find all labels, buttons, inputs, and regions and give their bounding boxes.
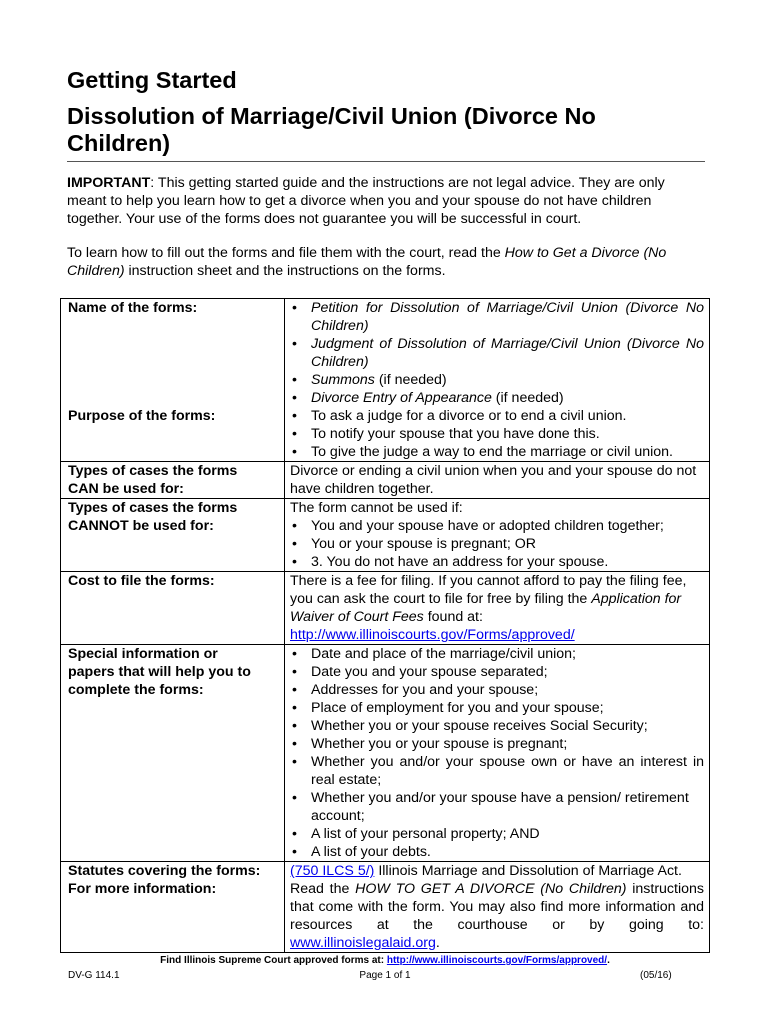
bullet-icon: •	[292, 426, 297, 442]
row-statutes	[61, 862, 710, 881]
more-text-after: instructions that come with the form. You may also find more information and resources at the courthouse or by going to:	[290, 881, 704, 933]
row-cannot-be-used	[61, 499, 710, 572]
cannot-intro: The form cannot be used if:	[290, 500, 463, 516]
list-item-text: Whether you or your spouse is pregnant;	[311, 736, 568, 752]
row-cost	[61, 572, 710, 645]
bullet-icon: •	[292, 518, 297, 534]
label-statutes-text: Statutes covering the forms:	[68, 863, 261, 879]
bullet-icon: •	[292, 444, 297, 460]
list-item-text: Addresses for you and your spouse;	[311, 682, 539, 698]
label-cost-text: Cost to file the forms:	[68, 573, 215, 589]
footer-text: Find Illinois Supreme Court approved forms at:	[160, 955, 387, 966]
value-special-info	[285, 645, 710, 862]
bullet-icon: •	[292, 718, 297, 734]
list-item-text: To give the judge a way to end the marriage or civil union.	[311, 444, 673, 460]
form-code: DV-G 114.1	[68, 970, 120, 981]
list-item	[290, 735, 704, 753]
value-more-info	[285, 880, 710, 953]
value-can-be-used	[285, 462, 710, 499]
more-text-end: .	[435, 935, 440, 951]
list-item-text: Place of employment for you and your spouse;	[311, 700, 604, 716]
label-more-info	[61, 880, 285, 953]
instructions-title: HOW TO GET A DIVORCE (No Children)	[355, 881, 627, 897]
bullet-icon: •	[292, 790, 297, 806]
list-item	[290, 335, 704, 371]
list-item	[290, 681, 704, 699]
list-item	[290, 699, 704, 717]
row-purpose	[61, 407, 710, 462]
label-line: CANNOT be used for:	[68, 518, 214, 534]
value-name-of-forms	[285, 299, 710, 408]
cost-text-after: found at:	[423, 609, 483, 625]
approved-forms-notice	[0, 955, 770, 966]
list-item	[290, 663, 704, 681]
label-statutes	[61, 862, 285, 881]
bullet-icon: •	[292, 754, 297, 770]
statute-link[interactable]: (750 ILCS 5/)	[290, 863, 375, 879]
list-item-text: You and your spouse have or adopted children together;	[311, 518, 664, 534]
list-item-text: You or your spouse is pregnant; OR	[311, 536, 537, 552]
label-cost	[61, 572, 285, 645]
list-item-text: Whether you and/or your spouse own or have an interest in real estate;	[311, 754, 704, 788]
label-cannot-be-used	[61, 499, 285, 572]
list-item-text: 3. You do not have an address for your spouse.	[311, 554, 609, 570]
list-item-text: To ask a judge for a divorce or to end a civil union.	[311, 408, 627, 424]
label-purpose-text: Purpose of the forms:	[68, 408, 216, 424]
bullet-icon: •	[292, 664, 297, 680]
fee-waiver-form-name: Application for Waiver of Court Fees	[290, 591, 682, 625]
cost-text: There is a fee for filing. If you cannot afford to pay the filing fee, you can ask the court to file for free by filing the	[290, 573, 687, 607]
bullet-icon: •	[292, 408, 297, 424]
important-notice	[67, 174, 707, 228]
intro-after: instruction sheet and the instructions on the forms.	[124, 263, 446, 279]
row-can-be-used	[61, 462, 710, 499]
bullet-icon: •	[292, 536, 297, 552]
form-name: Divorce Entry of Appearance	[311, 390, 492, 406]
row-special-info	[61, 645, 710, 862]
list-item-text: Whether you and/or your spouse have a pension/ retirement account;	[311, 790, 689, 824]
label-line: Types of cases the forms	[68, 463, 238, 479]
approved-forms-link[interactable]: http://www.illinoiscourts.gov/Forms/approved/	[290, 627, 575, 643]
title-divider	[67, 161, 705, 162]
list-item	[290, 517, 704, 535]
label-name-of-forms	[61, 299, 285, 408]
list-item	[290, 407, 704, 425]
label-line: Special information or	[68, 646, 218, 662]
list-item	[290, 825, 704, 843]
intro-doc-title: How to Get a Divorce (No Children)	[67, 245, 667, 279]
form-title: Dissolution of Marriage/Civil Union (Divorce No Children)	[67, 103, 596, 156]
value-cost	[285, 572, 710, 645]
list-item-text: A list of your debts.	[311, 844, 431, 860]
list-item	[290, 371, 704, 389]
bullet-icon: •	[292, 554, 297, 570]
list-item	[290, 425, 704, 443]
important-label: IMPORTANT	[67, 175, 151, 191]
list-item-text: A list of your personal property; AND	[311, 826, 540, 842]
label-can-be-used	[61, 462, 285, 499]
list-item	[290, 753, 704, 789]
footer-text-end: .	[607, 955, 610, 966]
important-text: : This getting started guide and the instructions are not legal advice. They are only meant to help you learn how to get a divorce when you and your spouse do not have children together. Your use of the forms does not guarantee you will be successful in court.	[67, 175, 665, 227]
list-item	[290, 443, 704, 461]
list-item	[290, 389, 704, 407]
list-item-text: Whether you or your spouse receives Social Security;	[311, 718, 648, 734]
statute-text: Illinois Marriage and Dissolution of Marriage Act.	[374, 863, 682, 879]
list-item	[290, 789, 704, 825]
form-note: (if needed)	[374, 372, 447, 388]
can-text: Divorce or ending a civil union when you and your spouse do not have children together.	[290, 463, 697, 497]
list-item	[290, 717, 704, 735]
page-number: Page 1 of 1	[359, 970, 411, 981]
list-item	[290, 843, 704, 861]
bullet-icon: •	[292, 700, 297, 716]
label-special-info	[61, 645, 285, 862]
bullet-icon: •	[292, 300, 297, 316]
form-name: Judgment of Dissolution of Marriage/Civil Union (Divorce No Children)	[311, 336, 704, 370]
label-more-text: For more information:	[68, 881, 217, 897]
list-item-text: To notify your spouse that you have done this.	[311, 426, 600, 442]
intro-paragraph	[67, 244, 707, 280]
forms-info-table	[60, 298, 710, 953]
row-name-of-forms	[61, 299, 710, 408]
list-item-text: Date you and your spouse separated;	[311, 664, 548, 680]
footer-forms-link[interactable]: http://www.illinoiscourts.gov/Forms/approved/	[386, 955, 608, 966]
list-item	[290, 553, 704, 571]
bullet-icon: •	[292, 736, 297, 752]
label-name-text: Name of the forms:	[68, 300, 198, 316]
form-name: Petition for Dissolution of Marriage/Civil Union (Divorce No Children)	[311, 300, 704, 334]
bullet-icon: •	[292, 336, 297, 352]
bullet-icon: •	[292, 372, 297, 388]
value-statutes	[285, 862, 710, 881]
list-item	[290, 645, 704, 663]
revision-date: (05/16)	[640, 970, 672, 981]
label-line: CAN be used for:	[68, 481, 184, 497]
form-name: Summons	[311, 372, 375, 388]
label-purpose	[61, 407, 285, 462]
row-more-info	[61, 880, 710, 953]
value-purpose	[285, 407, 710, 462]
more-text: Read the	[290, 881, 356, 897]
bullet-icon: •	[292, 390, 297, 406]
form-note: (if needed)	[491, 390, 564, 406]
bullet-icon: •	[292, 844, 297, 860]
list-item	[290, 535, 704, 553]
label-line: Types of cases the forms	[68, 500, 238, 516]
bullet-icon: •	[292, 826, 297, 842]
bullet-icon: •	[292, 646, 297, 662]
label-line: complete the forms:	[68, 682, 204, 698]
legal-aid-link[interactable]: www.illinoislegalaid.org	[290, 935, 436, 951]
list-item	[290, 299, 704, 335]
label-line: papers that will help you to	[68, 664, 251, 680]
intro-before: To learn how to fill out the forms and file them with the court, read the	[67, 245, 505, 261]
value-cannot-be-used	[285, 499, 710, 572]
bullet-icon: •	[292, 682, 297, 698]
list-item-text: Date and place of the marriage/civil union;	[311, 646, 576, 662]
page-title: Getting Started	[67, 67, 237, 93]
